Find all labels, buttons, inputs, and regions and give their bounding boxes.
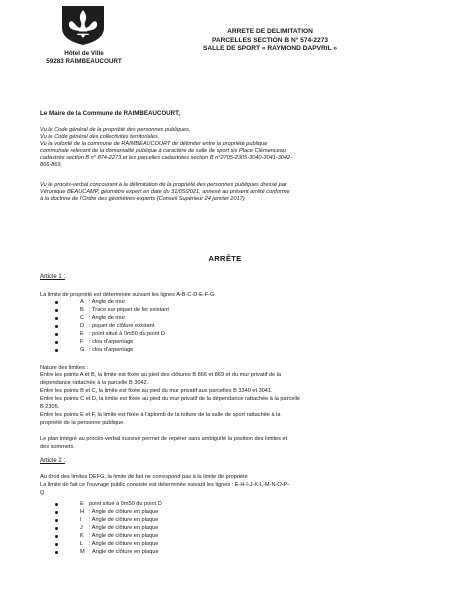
title-line-2: PARCELLES SECTION B N° 574-2273	[211, 36, 329, 44]
point-letter: K	[80, 533, 84, 539]
point-letter: H	[80, 509, 85, 515]
title-line-1: ARRETE DE DELIMITATION	[227, 28, 313, 35]
point-letter: M	[80, 549, 85, 555]
bullet-icon	[55, 325, 58, 328]
bullet-icon	[55, 341, 58, 344]
point-description: : piquet de clôture existant	[89, 323, 155, 329]
point-letter: F	[80, 339, 84, 345]
vu-line: cadastrée section B n° 874-2273 et les parcelles cadastrées section B n°2705-2305-3040-3041-3042-	[40, 155, 293, 161]
bullet-icon	[55, 309, 58, 312]
point-description: : Angle de clôture en plaque	[89, 533, 159, 539]
bullet-icon	[55, 349, 58, 352]
vu-line: Vu le Code général de la propriété des personnes publiques,	[40, 127, 191, 133]
vu-line: 866-869,	[40, 162, 63, 168]
nature-line: Entre les points A et B, la limite est fixée au pied des clôtures B 866 et 869 et du mur privatif de la	[40, 372, 281, 378]
point-description: : Trace sur piquet de fer existant	[89, 307, 169, 313]
point-letter: L	[80, 541, 84, 547]
point-letter: J	[80, 525, 83, 531]
nature-line: Entre les points B et C, la limite est fixée au pied du mur privatif aux parcelles B 3340 et 3041.	[40, 388, 273, 394]
vu-line: à la doctrine de l'Ordre des géomètres-experts (Conseil Supérieur 24 janvier 2017)	[40, 196, 245, 202]
vu-line: communale relevant de la domanialité publique à caractère de salle de sport sis Place Clémenceau	[40, 148, 286, 154]
point-description: : Angle de clôture en plaque	[89, 517, 159, 523]
point-letter: C	[80, 315, 85, 321]
point-description: : clou d'arpentage	[89, 339, 134, 345]
mayor-line: Le Maire de la Commune de RAIMBEAUCOURT,	[40, 110, 180, 117]
arrete-heading: ARRÊTE	[208, 254, 242, 263]
point-description: : Angle de mur	[89, 315, 126, 321]
bullet-icon	[55, 511, 58, 514]
point-letter: G	[80, 347, 85, 353]
vu-line: Vu le Code général des collectivités territoriales,	[40, 134, 160, 140]
nature-line: B 2305.	[40, 404, 60, 410]
vu-line: Vu le procès-verbal concourant à la délimitation de la propriété des personnes publiques dressé par	[40, 182, 287, 188]
vu-line: Vu la volonté de la commune de RAIMBEAUCOURT de délimiter entre la propriété publique	[40, 141, 268, 147]
bullet-icon	[55, 503, 58, 506]
office-line-2: 59283 RAIMBEAUCOURT	[46, 58, 122, 65]
bullet-icon	[55, 301, 58, 304]
bullet-icon	[55, 333, 58, 336]
bullet-icon	[55, 519, 58, 522]
article-1-heading: Article 1 :	[40, 274, 66, 280]
article-2-heading: Article 2 :	[40, 458, 66, 464]
article-2-intro: La limite de fait ce l'ouvrage public consiste est déterminée suivant les lignes : E-H-I-J-K-L-M-N-O-P-	[40, 482, 290, 488]
point-description: point situé à 0m50 du point D	[89, 501, 162, 507]
nature-line: Entre les points E et F, la limite est fixée à l'aplomb de la toiture de la salle de sport rattachée à la	[40, 412, 281, 418]
office-line-1: Hôtel de Ville	[64, 50, 104, 57]
point-description: : clou d'arpentage	[89, 347, 134, 353]
point-letter: E	[80, 331, 84, 337]
vu-line: Véronique BEAUCAMP, géomètre expert en date du 31/05/2021, annexé au présent arrêté conforme	[40, 189, 290, 195]
fleur-de-lis-seal-icon	[60, 4, 106, 46]
nature-line: dépendance rattachée à la parcelle B 3042.	[40, 380, 149, 386]
point-letter: B	[80, 307, 84, 313]
article-2-intro: Q	[40, 490, 45, 496]
bullet-icon	[55, 527, 58, 530]
point-description: : Angle de clôture en plaque	[89, 509, 159, 515]
point-letter: I	[80, 517, 82, 523]
article-1-intro: La limite de propriété est déterminée suivant les lignes A-B-C-D-E-F-G	[40, 292, 215, 298]
point-description: : Angle de mur	[89, 299, 126, 305]
point-description: : Angle de clôture en plaque	[89, 541, 159, 547]
point-description: : point situé à 0m50 du point D	[89, 331, 165, 337]
point-letter: E	[80, 501, 84, 507]
town-hall-address	[36, 50, 132, 66]
point-description: Angle de clôture en plaque	[92, 549, 159, 555]
document-title	[180, 28, 360, 54]
bullet-icon	[55, 317, 58, 320]
plan-line: Le plan intégré au procès-verbal susvisé permet de repérer sans ambiguïté la position des limites et	[40, 436, 288, 442]
article-2-intro: Au droit des limites DEFG, la limite de fait ne correspond pas à la limite de propriété	[40, 474, 248, 480]
plan-line: des sommets.	[40, 444, 75, 450]
point-letter: D	[80, 323, 85, 329]
point-description: : Angle de clôture en plaque	[89, 525, 159, 531]
bullet-icon	[55, 535, 58, 538]
nature-line: Entre les points C et D, la limite est fixée au pied du mur privatif de la dépendance rattachée à la parcelle	[40, 396, 300, 402]
nature-line: propriété de la personne publique.	[40, 420, 125, 426]
bullet-icon	[55, 543, 58, 546]
title-line-3: SALLE DE SPORT « RAYMOND DAPVRIL »	[202, 45, 338, 53]
point-letter: A	[80, 299, 84, 305]
bullet-icon	[55, 551, 58, 554]
nature-label: Nature des limites :	[40, 365, 88, 371]
